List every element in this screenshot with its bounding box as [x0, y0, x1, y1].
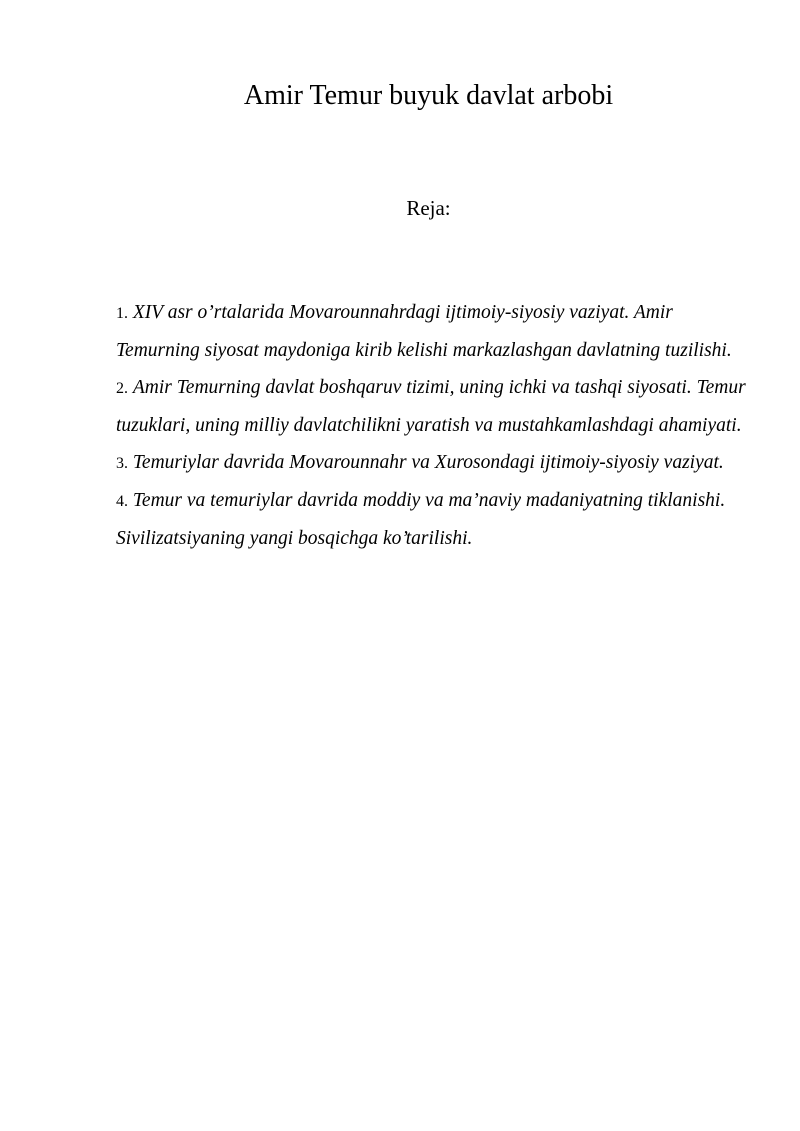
plan-item — [116, 294, 746, 369]
plan-item-number: 2. — [116, 380, 128, 397]
plan-item-text: Temuriylar davrida Movarounnahr va Xurosondagi ijtimoiy-siyosiy vaziyat. — [132, 452, 724, 473]
plan-item-text: Temur va temuriylar davrida moddiy va ma’naviy madaniyatning tiklanishi. Sivilizatsiyaning yangi bosqichga ko’tarilishi. — [116, 490, 726, 549]
plan-item-number: 3. — [116, 455, 128, 472]
plan-item-number: 1. — [116, 305, 128, 322]
plan-item — [116, 482, 746, 557]
plan-item — [116, 444, 746, 482]
plan-item-text: XIV asr o’rtalarida Movarounnahrdagi ijtimoiy-siyosiy vaziyat. Amir Temurning siyosat maydoniga kirib kelishi markazlashgan davlatning tuzilishi. — [116, 302, 732, 361]
plan-item-number: 4. — [116, 493, 128, 510]
plan-item — [116, 369, 746, 444]
plan-item-text: Amir Temurning davlat boshqaruv tizimi, uning ichki va tashqi siyosati. Temur tuzuklari, uning milliy davlatchilikni yaratish va mustahkamlashdagi ahamiyati. — [116, 377, 746, 436]
plan-heading: Reja: — [406, 196, 451, 220]
document-title: Amir Temur buyuk davlat arbobi — [243, 80, 614, 111]
plan-list — [116, 294, 746, 557]
